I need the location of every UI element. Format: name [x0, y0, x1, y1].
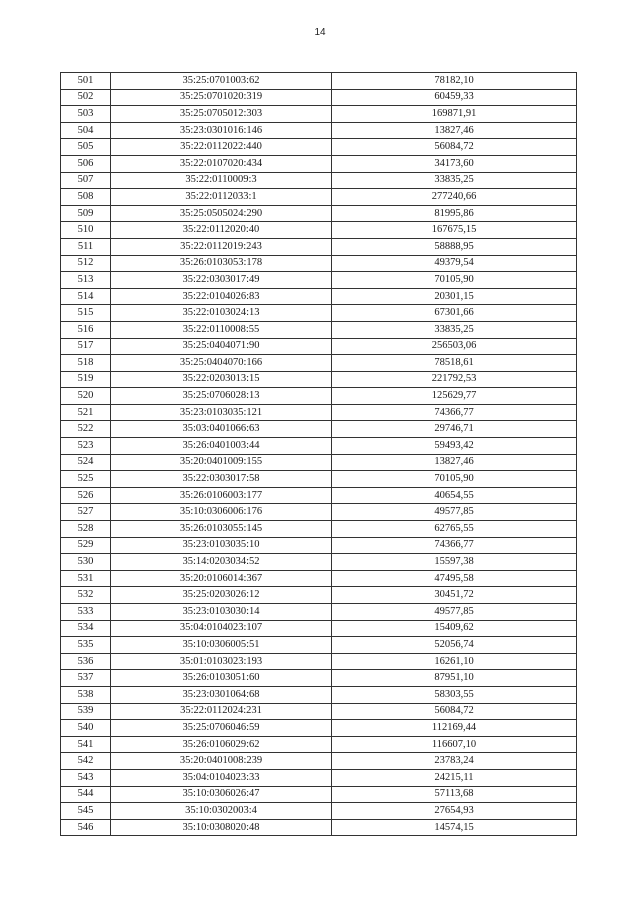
row-number-cell: 511: [61, 238, 111, 255]
value-cell: 52056,74: [332, 637, 577, 654]
value-cell: 167675,15: [332, 222, 577, 239]
table-row: [61, 321, 577, 338]
row-number-cell: 529: [61, 537, 111, 554]
row-number-cell: 509: [61, 205, 111, 222]
value-cell: 33835,25: [332, 321, 577, 338]
value-cell: 49577,85: [332, 604, 577, 621]
row-number-cell: 538: [61, 686, 111, 703]
value-cell: 78182,10: [332, 73, 577, 90]
value-cell: 29746,71: [332, 421, 577, 438]
cadastral-number-cell: 35:04:0104023:107: [111, 620, 332, 637]
cadastral-number-cell: 35:23:0301016:146: [111, 122, 332, 139]
cadastral-number-cell: 35:25:0706028:13: [111, 388, 332, 405]
row-number-cell: 513: [61, 272, 111, 289]
cadastral-number-cell: 35:10:0306006:176: [111, 504, 332, 521]
cadastral-number-cell: 35:10:0306005:51: [111, 637, 332, 654]
cadastral-number-cell: 35:25:0701003:62: [111, 73, 332, 90]
cadastral-number-cell: 35:22:0110009:3: [111, 172, 332, 189]
row-number-cell: 515: [61, 305, 111, 322]
value-cell: 27654,93: [332, 803, 577, 820]
table-row: [61, 521, 577, 538]
value-cell: 125629,77: [332, 388, 577, 405]
row-number-cell: 539: [61, 703, 111, 720]
table-row: [61, 504, 577, 521]
table-row: [61, 139, 577, 156]
table-row: [61, 537, 577, 554]
value-cell: 81995,86: [332, 205, 577, 222]
cadastral-number-cell: 35:26:0106003:177: [111, 487, 332, 504]
value-cell: 87951,10: [332, 670, 577, 687]
cadastral-number-cell: 35:10:0306026:47: [111, 786, 332, 803]
value-cell: 70105,90: [332, 471, 577, 488]
row-number-cell: 537: [61, 670, 111, 687]
row-number-cell: 526: [61, 487, 111, 504]
cadastral-number-cell: 35:10:0308020:48: [111, 819, 332, 836]
cadastral-number-cell: 35:22:0303017:58: [111, 471, 332, 488]
cadastral-number-cell: 35:23:0103035:121: [111, 404, 332, 421]
row-number-cell: 531: [61, 570, 111, 587]
row-number-cell: 514: [61, 288, 111, 305]
row-number-cell: 504: [61, 122, 111, 139]
row-number-cell: 542: [61, 753, 111, 770]
cadastral-number-cell: 35:22:0303017:49: [111, 272, 332, 289]
cadastral-number-cell: 35:22:0103024:13: [111, 305, 332, 322]
cadastral-number-cell: 35:10:0302003:4: [111, 803, 332, 820]
table-row: [61, 255, 577, 272]
value-cell: 23783,24: [332, 753, 577, 770]
table-row: [61, 205, 577, 222]
cadastral-number-cell: 35:22:0112022:440: [111, 139, 332, 156]
table-row: [61, 570, 577, 587]
value-cell: 67301,66: [332, 305, 577, 322]
table-row: [61, 769, 577, 786]
row-number-cell: 536: [61, 653, 111, 670]
cadastral-number-cell: 35:20:0106014:367: [111, 570, 332, 587]
table-row: [61, 371, 577, 388]
value-cell: 59493,42: [332, 438, 577, 455]
row-number-cell: 517: [61, 338, 111, 355]
value-cell: 16261,10: [332, 653, 577, 670]
table-row: [61, 720, 577, 737]
cadastral-number-cell: 35:25:0404071:90: [111, 338, 332, 355]
cadastral-number-cell: 35:01:0103023:193: [111, 653, 332, 670]
table-row: [61, 753, 577, 770]
row-number-cell: 522: [61, 421, 111, 438]
table-row: [61, 819, 577, 836]
value-cell: 277240,66: [332, 189, 577, 206]
table-row: [61, 786, 577, 803]
table-row: [61, 421, 577, 438]
table-row: [61, 471, 577, 488]
row-number-cell: 544: [61, 786, 111, 803]
row-number-cell: 528: [61, 521, 111, 538]
cadastral-number-cell: 35:26:0103051:60: [111, 670, 332, 687]
value-cell: 13827,46: [332, 122, 577, 139]
table-row: [61, 404, 577, 421]
row-number-cell: 546: [61, 819, 111, 836]
row-number-cell: 521: [61, 404, 111, 421]
value-cell: 33835,25: [332, 172, 577, 189]
value-cell: 47495,58: [332, 570, 577, 587]
value-cell: 221792,53: [332, 371, 577, 388]
value-cell: 70105,90: [332, 272, 577, 289]
table-row: [61, 703, 577, 720]
cadastral-number-cell: 35:22:0112020:40: [111, 222, 332, 239]
row-number-cell: 523: [61, 438, 111, 455]
value-cell: 256503,06: [332, 338, 577, 355]
row-number-cell: 502: [61, 89, 111, 106]
value-cell: 112169,44: [332, 720, 577, 737]
cadastral-number-cell: 35:25:0706046:59: [111, 720, 332, 737]
cadastral-number-cell: 35:23:0103035:10: [111, 537, 332, 554]
table-row: [61, 670, 577, 687]
cadastral-number-cell: 35:23:0301064:68: [111, 686, 332, 703]
row-number-cell: 505: [61, 139, 111, 156]
row-number-cell: 518: [61, 355, 111, 372]
value-cell: 62765,55: [332, 521, 577, 538]
row-number-cell: 501: [61, 73, 111, 90]
value-cell: 30451,72: [332, 587, 577, 604]
row-number-cell: 516: [61, 321, 111, 338]
value-cell: 40654,55: [332, 487, 577, 504]
row-number-cell: 506: [61, 155, 111, 172]
table-row: [61, 454, 577, 471]
cadastral-number-cell: 35:26:0103055:145: [111, 521, 332, 538]
table-row: [61, 238, 577, 255]
row-number-cell: 512: [61, 255, 111, 272]
row-number-cell: 524: [61, 454, 111, 471]
cadastral-number-cell: 35:25:0505024:290: [111, 205, 332, 222]
table-row: [61, 686, 577, 703]
table-row: [61, 438, 577, 455]
table-body: [61, 73, 577, 836]
row-number-cell: 540: [61, 720, 111, 737]
cadastral-number-cell: 35:25:0701020:319: [111, 89, 332, 106]
table-row: [61, 106, 577, 123]
table-row: [61, 338, 577, 355]
table-row: [61, 637, 577, 654]
row-number-cell: 503: [61, 106, 111, 123]
table-row: [61, 122, 577, 139]
row-number-cell: 519: [61, 371, 111, 388]
value-cell: 14574,15: [332, 819, 577, 836]
table-row: [61, 272, 577, 289]
cadastral-number-cell: 35:22:0104026:83: [111, 288, 332, 305]
row-number-cell: 543: [61, 769, 111, 786]
cadastral-number-cell: 35:22:0110008:55: [111, 321, 332, 338]
cadastral-number-cell: 35:23:0103030:14: [111, 604, 332, 621]
value-cell: 58303,55: [332, 686, 577, 703]
table-row: [61, 620, 577, 637]
cadastral-table: [60, 72, 577, 836]
value-cell: 58888,95: [332, 238, 577, 255]
cadastral-number-cell: 35:25:0705012:303: [111, 106, 332, 123]
row-number-cell: 530: [61, 554, 111, 571]
table-row: [61, 355, 577, 372]
table-row: [61, 172, 577, 189]
table-row: [61, 288, 577, 305]
cadastral-number-cell: 35:22:0107020:434: [111, 155, 332, 172]
value-cell: 49577,85: [332, 504, 577, 521]
table-row: [61, 554, 577, 571]
cadastral-number-cell: 35:20:0401008:239: [111, 753, 332, 770]
cadastral-number-cell: 35:26:0401003:44: [111, 438, 332, 455]
table-row: [61, 222, 577, 239]
cadastral-number-cell: 35:22:0112019:243: [111, 238, 332, 255]
row-number-cell: 520: [61, 388, 111, 405]
table-row: [61, 89, 577, 106]
cadastral-number-cell: 35:20:0401009:155: [111, 454, 332, 471]
value-cell: 20301,15: [332, 288, 577, 305]
row-number-cell: 541: [61, 736, 111, 753]
cadastral-number-cell: 35:03:0401066:63: [111, 421, 332, 438]
value-cell: 13827,46: [332, 454, 577, 471]
cadastral-number-cell: 35:26:0106029:62: [111, 736, 332, 753]
cadastral-number-cell: 35:26:0103053:178: [111, 255, 332, 272]
table-row: [61, 487, 577, 504]
value-cell: 15409,62: [332, 620, 577, 637]
value-cell: 57113,68: [332, 786, 577, 803]
cadastral-number-cell: 35:22:0203013:15: [111, 371, 332, 388]
value-cell: 49379,54: [332, 255, 577, 272]
value-cell: 34173,60: [332, 155, 577, 172]
row-number-cell: 545: [61, 803, 111, 820]
cadastral-number-cell: 35:22:0112033:1: [111, 189, 332, 206]
table-row: [61, 155, 577, 172]
row-number-cell: 525: [61, 471, 111, 488]
row-number-cell: 534: [61, 620, 111, 637]
table-row: [61, 803, 577, 820]
row-number-cell: 533: [61, 604, 111, 621]
row-number-cell: 532: [61, 587, 111, 604]
table-row: [61, 604, 577, 621]
value-cell: 74366,77: [332, 537, 577, 554]
table-row: [61, 736, 577, 753]
value-cell: 56084,72: [332, 703, 577, 720]
page-number: 14: [314, 27, 326, 38]
cadastral-number-cell: 35:04:0104023:33: [111, 769, 332, 786]
cadastral-number-cell: 35:14:0203034:52: [111, 554, 332, 571]
row-number-cell: 510: [61, 222, 111, 239]
value-cell: 78518,61: [332, 355, 577, 372]
value-cell: 74366,77: [332, 404, 577, 421]
row-number-cell: 527: [61, 504, 111, 521]
value-cell: 56084,72: [332, 139, 577, 156]
value-cell: 15597,38: [332, 554, 577, 571]
value-cell: 60459,33: [332, 89, 577, 106]
value-cell: 169871,91: [332, 106, 577, 123]
table-row: [61, 73, 577, 90]
table-row: [61, 653, 577, 670]
row-number-cell: 535: [61, 637, 111, 654]
table-row: [61, 189, 577, 206]
table-row: [61, 305, 577, 322]
row-number-cell: 507: [61, 172, 111, 189]
cadastral-number-cell: 35:22:0112024:231: [111, 703, 332, 720]
table-row: [61, 587, 577, 604]
table-row: [61, 388, 577, 405]
cadastral-number-cell: 35:25:0203026:12: [111, 587, 332, 604]
value-cell: 24215,11: [332, 769, 577, 786]
row-number-cell: 508: [61, 189, 111, 206]
value-cell: 116607,10: [332, 736, 577, 753]
cadastral-number-cell: 35:25:0404070:166: [111, 355, 332, 372]
